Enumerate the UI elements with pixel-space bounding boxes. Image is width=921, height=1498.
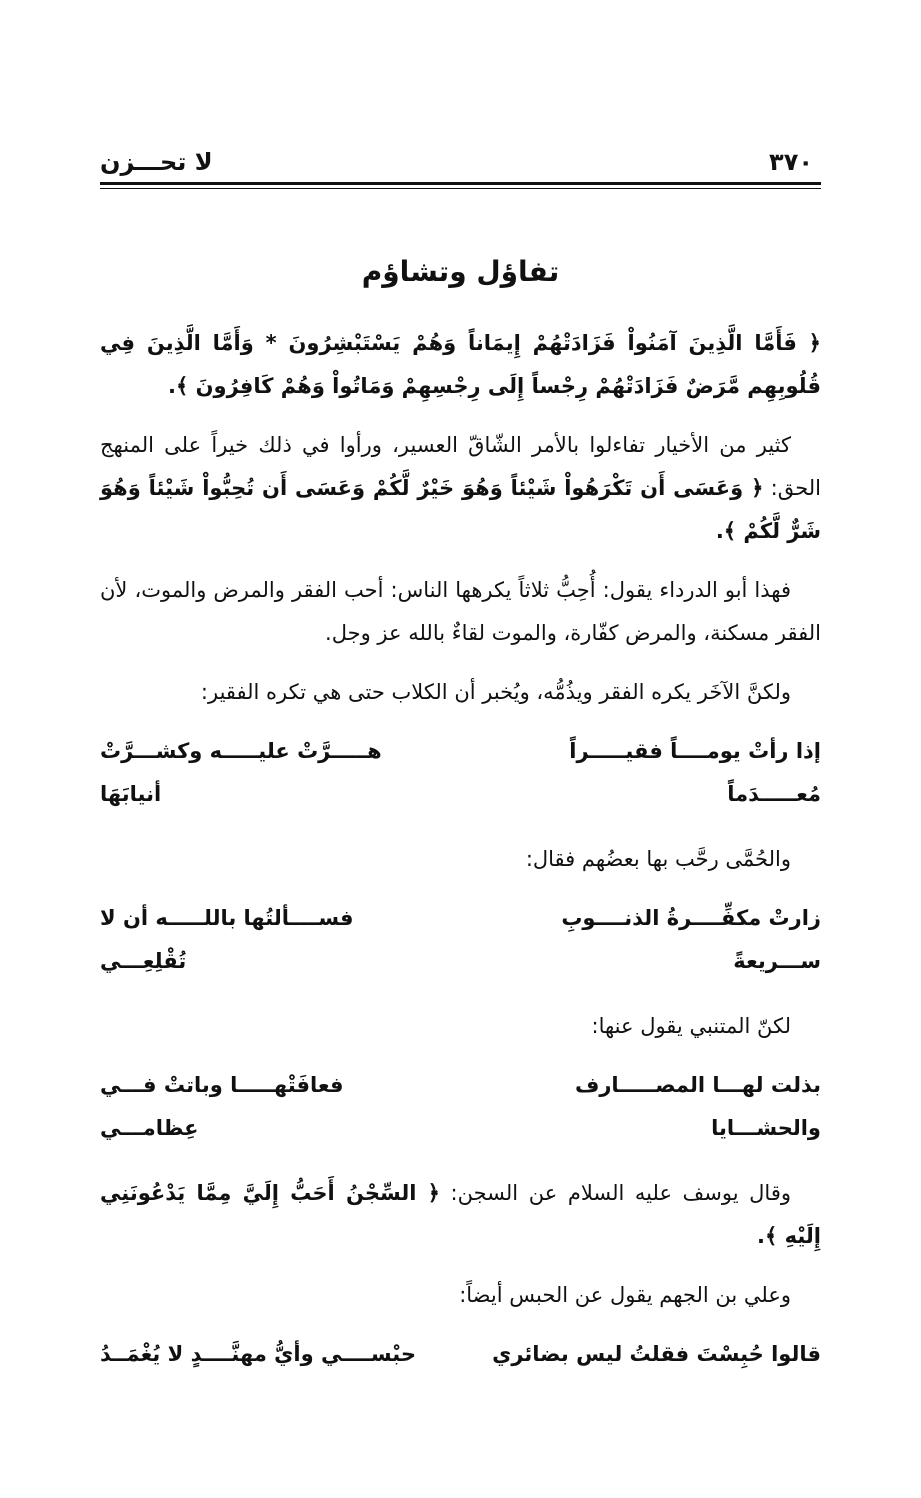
paragraph-mutanabbi: لكنّ المتنبي يقول عنها: xyxy=(591,1014,791,1038)
paragraph-ibn-jahm: وعلي بن الجهم يقول عن الحبس أيضاً: xyxy=(459,1283,791,1307)
quran-quote: ﴿ وَعَسَى أَن تَكْرَهُواْ شَيْئاً وَهُوَ خَيْرٌ لَّكُمْ وَعَسَى أَن تُحِبُّواْ شَيْئاً وَهُوَ شَرٌّ لَّكُمْ ﴾. xyxy=(100,476,821,543)
page-number: ٣٧٠ xyxy=(769,148,813,176)
quran-verse-paragraph: ﴿ فَأَمَّا الَّذِينَ آمَنُواْ فَزَادَتْهُمْ إِيمَاناً وَهُمْ يَسْتَبْشِرُونَ * وَأَمَّا الَّذِينَ فِي قُلُوبِهِم مَّرَضٌ فَزَادَتْهُمْ رِجْساً إِلَى رِجْسِهِمْ وَمَاتُواْ وَهُمْ كَافِرُونَ ﴾. xyxy=(100,331,821,398)
section-title: تفاؤل وتشاؤم xyxy=(361,255,560,288)
book-title: لا تحـــزن xyxy=(100,148,213,176)
poem-verse xyxy=(100,730,821,816)
paragraph-text: وقال يوسف عليه السلام عن السجن: xyxy=(439,1181,791,1205)
header-rule-thick xyxy=(100,182,821,185)
paragraph-abu-darda: فهذا أبو الدرداء يقول: أُحِبُّ ثلاثاً يكرهها الناس: أحب الفقر والمرض والموت، لأن الفقر مسكنة، والمرض كفّارة، والموت لقاءٌ بالله عز وجل. xyxy=(100,578,821,645)
paragraph-fever: والحُمَّى رحَّب بها بعضُهم فقال: xyxy=(525,847,791,871)
verse-first-hemistich: قالوا حُبِسْتَ فقلتُ ليس بضائري xyxy=(492,1342,821,1366)
verse-first-hemistich: بذلت لهـــا المصـــــارف والحشـــايا xyxy=(574,1073,821,1140)
verse-second-hemistich: حبْســــي وأيُّ مهنَّــــدٍ لا يُغْمَــدُ xyxy=(100,1342,416,1366)
poem-verse xyxy=(100,1333,821,1376)
verse-second-hemistich: هـــــرَّتْ عليـــــه وكشـــرَّتْ أنيابَهَا xyxy=(100,739,382,806)
poem-verse xyxy=(100,1064,821,1150)
quran-quote: ﴿ السِّجْنُ أَحَبُّ إِلَيَّ مِمَّا يَدْعُونَنِي إِلَيْهِ ﴾. xyxy=(100,1181,821,1248)
paragraph-text: كثير من الأخيار تفاءلوا بالأمر الشّاقّ العسير، ورأوا في ذلك خيراً على المنهج الحق: xyxy=(100,433,821,500)
verse-first-hemistich: زارتْ مكفِّــــرةُ الذنــــوبِ ســـريعةً xyxy=(561,906,821,973)
verse-first-hemistich: إذا رأتْ يومــــاً فقيـــــراً مُعـــــدَماً xyxy=(569,739,821,806)
page-content xyxy=(100,250,821,1398)
paragraph-yusuf xyxy=(100,1172,821,1258)
header-rule-thin xyxy=(100,188,821,189)
poem-verse xyxy=(100,897,821,983)
verse-second-hemistich: فســــألتُها باللـــــه أن لا تُقْلِعِـــي xyxy=(100,906,354,973)
paragraph-optimism xyxy=(100,424,821,553)
verse-second-hemistich: فعافَتْهـــــا وباتتْ فـــي عِظامـــي xyxy=(100,1073,344,1140)
paragraph-other-view: ولكنَّ الآخَر يكره الفقر ويذُمُّه، ويُخبر أن الكلاب حتى هي تكره الفقير: xyxy=(200,680,791,704)
